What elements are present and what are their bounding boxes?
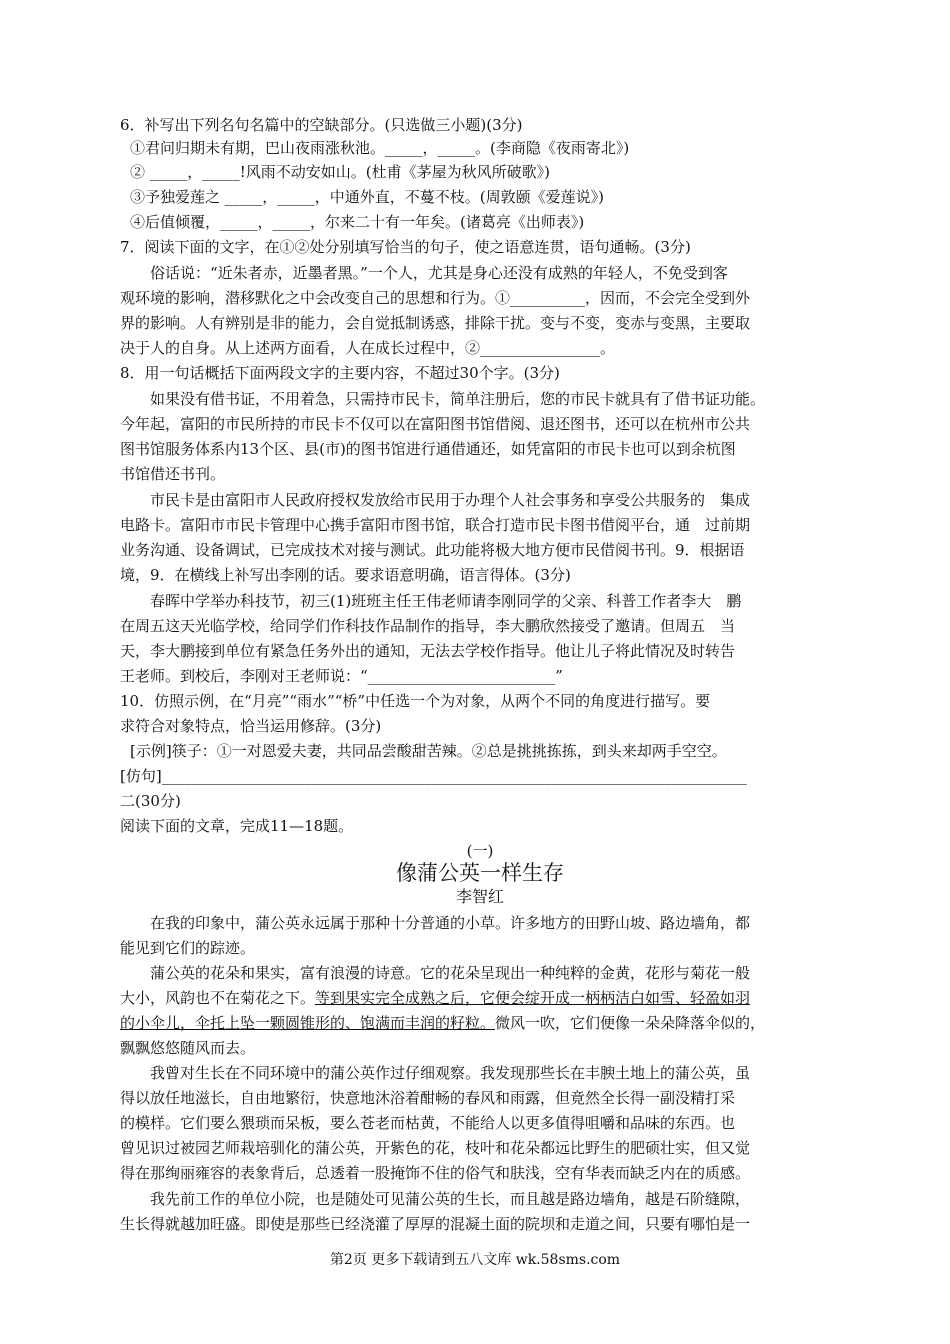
q6-item-3: ③予独爱莲之 _____，_____，中通外直，不蔓不枝。(周敦颐《爱莲说》) [130, 188, 604, 206]
q8-text-line: 图书馆服务体系内13个区、县(市)的图书馆进行通借通还，如凭富阳的市民卡也可以到余杭图 [120, 440, 736, 458]
article-paragraph-line: 得在那绚丽雍容的表象背后，总透着一股掩饰不住的俗气和肤浅，空有华表而缺乏内在的质感。 [120, 1164, 751, 1182]
article-paragraph-line: 曾见识过被园艺师栽培驯化的蒲公英，开紫色的花，枝叶和花朵都远比野生的肥硕壮实，但又觉 [120, 1139, 751, 1157]
q10-answer-line: [仿句]______________________________________________________________________________ [120, 767, 747, 785]
article-author: 李智红 [455, 887, 504, 906]
q7-stem: 7．阅读下面的文字，在①②处分别填写恰当的句子，使之语意连贯，语句通畅。(3分) [120, 238, 691, 256]
article-paragraph-line: 的模样。它们要么猥琐而呆板，要么苍老而枯黄，不能给人以更多值得咀嚼和品味的东西。也 [120, 1114, 736, 1132]
q7-text-line: 决于人的自身。从上述两方面看，人在成长过程中，②________________。 [120, 339, 616, 357]
q7-text-line: 观环境的影响，潜移默化之中会改变自己的思想和行为。①__________，因而，不会完全受到外 [120, 289, 751, 307]
article-title: 像蒲公英一样生存 [396, 861, 564, 885]
q8-text-line: 如果没有借书证，不用着急，只需持市民卡，简单注册后，您的市民卡就具有了借书证功能。 [150, 390, 766, 408]
q7-text-line: 界的影响。人有辨别是非的能力，会自觉抵制诱惑，排除干扰。变与不变，变赤与变黑，主要取 [120, 314, 751, 332]
q8-text-line: 市民卡是由富阳市人民政府授权发放给市民用于办理个人社会事务和享受公共服务的 集成 [150, 491, 751, 509]
article-paragraph-line: 得以放任地滋长，自由地繁衍，快意地沐浴着酣畅的春风和雨露，但竟然全长得一副没精打采 [120, 1089, 736, 1107]
article-text: 微风一吹，它们便像一朵朵降落伞似的， [495, 1014, 766, 1032]
q9-text-line: 在周五这天光临学校，给同学们作科技作品制作的指导，李大鹏欣然接受了邀请。但周五 当 [120, 617, 736, 635]
article-paragraph-line: 生长得就越加旺盛。即使是那些已经浇灌了厚厚的混凝土面的院坝和走道之间，只要有哪怕是一 [120, 1215, 751, 1233]
q6-item-4: ④后值倾覆，_____，_____，尔来二十有一年矣。(诸葛亮《出师表》) [130, 213, 585, 231]
article-paragraph-line: 蒲公英的花朵和果实，富有浪漫的诗意。它的花朵呈现出一种纯粹的金黄，花形与菊花一般 [150, 964, 751, 982]
q6-item-1: ①君问归期未有期，巴山夜雨涨秋池。_____，_____。(李商隐《夜雨寄北》) [130, 139, 630, 157]
underlined-sentence: 的小伞儿，伞托上坠一颗圆锥形的、饱满而丰润的籽粒。 [120, 1014, 496, 1032]
section-heading: 二(30分) [120, 792, 181, 810]
q8-stem: 8．用一句话概括下面两段文字的主要内容，不超过30个字。(3分) [120, 364, 560, 382]
underlined-sentence: 等到果实完全成熟之后，它便会绽开成一柄柄洁白如雪、轻盈如羽 [315, 989, 751, 1007]
q6-stem: 6．补写出下列名句名篇中的空缺部分。(只选做三小题)(3分) [120, 116, 523, 134]
article-paragraph-line [120, 987, 840, 1009]
page-footer: 第2页 更多下载请到五八文库 wk.58sms.com [329, 1252, 621, 1268]
q8-text-line: 今年起，富阳的市民所持的市民卡不仅可以在富阳图书馆借阅、退还图书，还可以在杭州市公共 [120, 415, 751, 433]
article-paragraph-line: 能见到它们的踪迹。 [120, 939, 256, 957]
part-label: (一) [466, 842, 494, 860]
section-instruction: 阅读下面的文章，完成11—18题。 [120, 817, 354, 835]
article-paragraph-line: 飘飘悠悠随风而去。 [120, 1039, 256, 1057]
article-text: 大小，风韵也不在菊花之下。 [120, 989, 316, 1007]
article-paragraph-line: 我先前工作的单位小院，也是随处可见蒲公英的生长，而且越是路边墙角，越是石阶缝隙， [150, 1190, 751, 1208]
q9-text-line: 春晖中学举办科技节，初三(1)班班主任王伟老师请李刚同学的父亲、科普工作者李大 鹏 [150, 592, 742, 610]
article-paragraph-line: 在我的印象中，蒲公英永远属于那种十分普通的小草。许多地方的田野山坡、路边墙角，都 [150, 914, 751, 932]
q9-stem: 境，9．在横线上补写出李刚的话。要求语意明确，语言得体。(3分) [120, 566, 571, 584]
q7-text-line: 俗话说：“近朱者赤，近墨者黑。”一个人，尤其是身心还没有成熟的年轻人，不免受到客 [150, 264, 728, 282]
q9-text-line: 天，李大鹏接到单位有紧急任务外出的通知，无法去学校作指导。他让儿子将此情况及时转告 [120, 642, 736, 660]
q10-example: [示例]筷子：①一对恩爱夫妻，共同品尝酸甜苦辣。②总是挑挑拣拣，到头来却两手空空。 [130, 742, 727, 760]
q10-stem: 求符合对象特点，恰当运用修辞。(3分) [120, 717, 382, 735]
q8-text-line: 业务沟通、设备调试，已完成技术对接与测试。此功能将极大地方便市民借阅书刊。9．根据语 [120, 541, 745, 559]
q8-text-line: 电路卡。富阳市市民卡管理中心携手富阳市图书馆，联合打造市民卡图书借阅平台，通 过前期 [120, 516, 751, 534]
article-paragraph-line: 我曾对生长在不同环境中的蒲公英作过仔细观察。我发现那些长在丰腴土地上的蒲公英，虽 [150, 1064, 751, 1082]
q9-text-line: 王老师。到校后，李刚对王老师说：“_________________________” [120, 667, 563, 685]
q8-text-line: 书馆借还书刊。 [120, 465, 226, 483]
article-paragraph-line [120, 1012, 840, 1034]
q6-item-2: ② _____，_____!风雨不动安如山。(杜甫《茅屋为秋风所破歌》) [130, 163, 551, 181]
q10-stem: 10．仿照示例，在“月亮”“雨水”“桥”中任选一个为对象，从两个不同的角度进行描写。要 [120, 692, 711, 710]
